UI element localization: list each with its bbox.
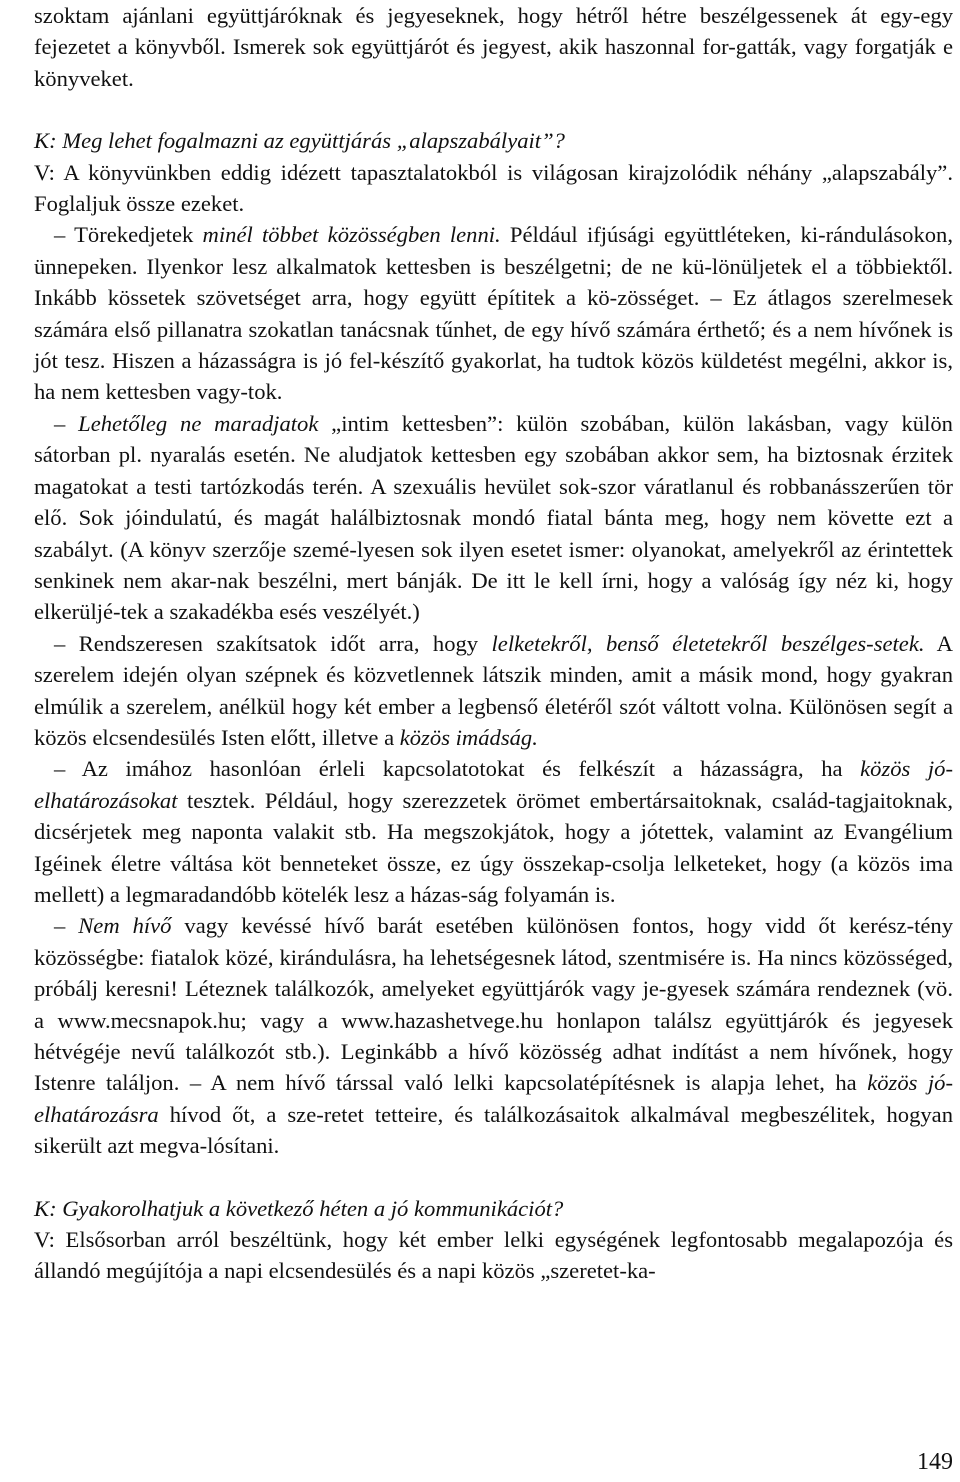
text-segment: hívod őt, a sze-retet tetteire, és találkozásaitok alkalmával megbeszélitek, hogyan sikerült azt megva-lósítani. <box>34 1101 953 1159</box>
text-segment: – <box>54 410 79 436</box>
italic-text-segment: K: Meg lehet fogalmazni az együttjárás „alapszabályait”? <box>34 128 565 154</box>
text-segment: tesztek. Például, hogy szerezzetek örömet embertársaitoknak, család-tagjaitoknak, dicsérjetek meg naponta valakit stb. Ha megszokjátok, hogy a jótettek, valamint az Evangélium Igéinek életre váltása köt benneteket össze, ez úgy összekap-csolja lelketeket, hogy (a közös ima mellett) a legmaradandóbb kötelék lesz a házas-ság folyamán is. <box>34 787 953 907</box>
text-segment: V: A könyvünkben eddig idézett tapasztalatokból is világosan kirajzolódik néhány „alapszabály”. Foglaljuk össze ezeket. <box>34 159 953 217</box>
text-segment: – Rendszeresen szakítsatok időt arra, hogy <box>54 630 492 656</box>
text-segment: „intim kettesben”: külön szobában, külön lakásban, vagy külön sátorban pl. nyaralás esetén. Ne aludjatok kettesben egy szobában akkor sem, ha biztosnak érzitek magatokat a testi tartózkodás terén. A szexuális hevület sok-szor váratlanul és robbanásszerűen tör elő. Sok jóindulatú, és magát halálbiztosnak mondó fiatal bánta meg, hogy nem követte ezt a szabályt. (A könyv szerzője szemé-lyesen sok ilyen esetet ismer: olyanokat, amelyekről az érintettek senkinek nem akar-nak beszélni, mert bánják. De itt le kell írni, hogy a valóság így néz ki, hogy elkerüljé-tek a szakadékba esés veszélyét.) <box>34 410 953 625</box>
italic-text-segment: minél többet közösségben lenni. <box>202 222 501 248</box>
italic-text-segment: Nem hívő <box>78 913 172 939</box>
page-number: 149 <box>917 1449 953 1475</box>
question-rules <box>34 125 953 156</box>
rule-no-intimate-alone <box>34 408 953 628</box>
italic-text-segment: lelketekről, benső életetekről beszélges-setek. <box>491 630 925 656</box>
text-segment: A szerelem idején olyan szépnek és közvetlennek látszik minden, amit a másik mond, hogy gyakran elmúlik a szerelem, anélkül hogy két ember a legbenső életéről szót váltott volna. Különösen segít a közös elcsendesülés Isten előtt, illetve a <box>34 630 953 750</box>
italic-text-segment: K: Gyakorolhatjuk a következő héten a jó kommunikációt? <box>34 1195 564 1221</box>
text-segment: szoktam ajánlani együttjáróknak és jegyeseknek, hogy hétről hétre beszélgessenek át egy-egy fejezetet a könyvből. Ismerek sok együttjárót és jegyest, akik haszonnal for-gatták, vagy forgatják e könyveket. <box>34 3 953 91</box>
rule-non-believer-partner <box>34 910 953 1161</box>
text-segment: – <box>54 913 79 939</box>
text-segment: V: Elsősorban arról beszéltünk, hogy két ember lelki egységének legfontosabb megalapozója és állandó megújítója a napi elcsendesülés és a napi közös „szeretet-ka- <box>34 1227 953 1284</box>
text-segment: – Törekedjetek <box>54 222 203 248</box>
paragraph-intro-continuation <box>34 0 953 94</box>
question-communication <box>34 1193 953 1224</box>
rule-common-resolutions <box>34 753 953 910</box>
answer-communication <box>34 1224 953 1287</box>
italic-text-segment: közös imádság. <box>399 724 538 750</box>
italic-text-segment: közös jó-elhatározásokat <box>34 756 953 813</box>
answer-rules <box>34 157 953 220</box>
italic-text-segment: Lehetőleg ne maradjatok <box>78 410 319 436</box>
text-segment: Például ifjúsági együttléteken, ki-rándulásokon, ünnepeken. Ilyenkor lesz alkalmatok kettesben is beszélgetni; de ne kü-lönüljetek el a többiektől. Inkább kössetek szövetséget arra, hogy együtt építitek a kö-zösséget. – Ez átlagos szerelmesek számára első pillanatra szokatlan tanácsnak tűnhet, de egy hívő számára érthető; és a nem hívőnek is jót tesz. Hiszen a házasságra is jó fel-készítő gyakorlat, ha tudtok közös küldetést megélni, akkor is, ha nem kettesben vagy-tok. <box>34 222 954 405</box>
text-segment: – Az imához hasonlóan érleli kapcsolatotokat és felkészít a házasságra, ha <box>54 756 861 782</box>
rule-talk-inner-life <box>34 628 953 754</box>
text-segment: vagy kevéssé hívő barát esetében különösen fontos, hogy vidd őt kerész-tény közösségbe: fiatalok közé, kirándulásra, ha lehetségesnek látod, szentmisére is. Ha nincs közösséged, próbálj keresni! Léteznek találkozók, amelyeket együttjárók vagy je-gyesek számára rendeznek (vö. a www.mecsnapok.hu; vagy a www.hazashetvege.hu honlapon találsz együttjárók és jegyesek hétvégéje nevű találkozót stb.). Leginkább a hívő közösség adhat indítást a nem hívőnek, hogy Istenre találjon. – A nem hívő társsal való lelki kapcsolatépítésnek is alapja lehet, ha <box>34 913 954 1096</box>
italic-text-segment: közös jó-elhatározásra <box>34 1070 953 1127</box>
page-body-text <box>34 0 953 1287</box>
rule-community <box>34 219 953 407</box>
